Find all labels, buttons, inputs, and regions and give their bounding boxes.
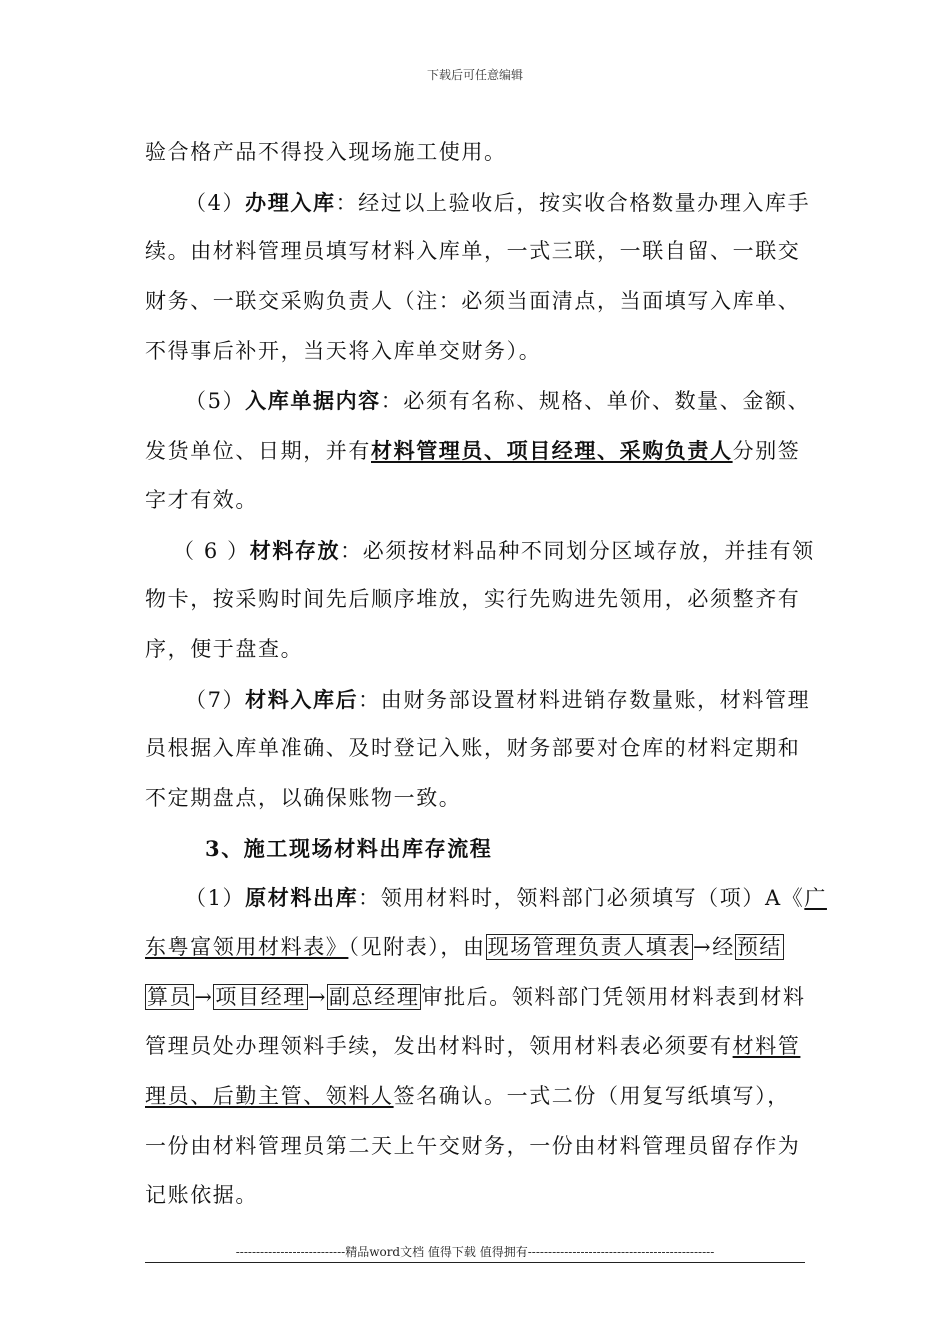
signers-underlined: 材料管: [732, 1034, 801, 1059]
text-line: 财务、一联交采购负责人（注：必须当面清点，当面填写入库单、: [145, 289, 801, 314]
item-prefix: （1）: [185, 886, 246, 911]
arrow-icon: →: [307, 984, 328, 1009]
text-line: 不定期盘点，以确保账物一致。: [145, 785, 462, 810]
text-line: [145, 923, 805, 973]
flow-box-project-manager: 项目经理: [215, 984, 306, 1009]
item-7-line: [145, 675, 811, 725]
text-line: [145, 426, 805, 476]
item-prefix: （ 6 ）: [173, 538, 250, 563]
item-text: ：由财务部设置材料进销存数量账，材料管理: [358, 687, 811, 712]
flow-box-deputy-gm: 副总经理: [329, 984, 420, 1009]
text-segment: 管理员处办理领料手续，发出材料时，领用材料表必须要有: [145, 1034, 733, 1059]
text-line: 记账依据。: [145, 1183, 258, 1208]
item-heading: 原材料出库: [245, 885, 359, 911]
form-name-underlined: 东粤富领用材料表》: [145, 935, 349, 959]
item-text: ：经过以上验收后，按实收合格数量办理入库手: [335, 190, 811, 215]
text-line: 员根据入库单准确、及时登记入账，财务部要对仓库的材料定期和: [145, 736, 801, 761]
item-prefix: （5）: [185, 389, 246, 414]
text-line: 验合格产品不得投入现场施工使用。: [145, 140, 507, 164]
text-segment: 审批后。领料部门凭领用材料表到材料: [421, 984, 806, 1009]
flow-box-site-manager: 现场管理负责人填表: [487, 935, 692, 959]
text-line: [145, 973, 805, 1023]
flow-box-estimator: 预结: [736, 935, 783, 959]
text-line: 字才有效。: [145, 487, 258, 512]
item-6-line: [145, 526, 815, 576]
item-text: ：必须按材料品种不同划分区域存放，并挂有领: [340, 538, 815, 563]
page-header: 下载后可任意编辑: [426, 68, 523, 82]
item-heading: 材料存放: [249, 537, 341, 563]
item-prefix: （7）: [185, 687, 246, 712]
text-segment: 发货单位、日期，并有: [145, 439, 371, 464]
page-footer: ---------------------------精品word文档 值得下载 值得拥有----------------------------------------------: [235, 1245, 715, 1259]
signers-underlined: 理员、后勤主管、领料人: [145, 1084, 394, 1109]
item-prefix: （4）: [185, 190, 246, 215]
text-line: 一份由材料管理员第二天上午交财务，一份由材料管理员留存作为: [145, 1133, 801, 1158]
text-segment: 签名确认。一式二份（用复写纸填写），: [393, 1084, 790, 1109]
document-body: [145, 128, 827, 1221]
section-heading: 3、施工现场材料出库存流程: [205, 835, 493, 861]
text-line: 不得事后补开，当天将入库单交财务）。: [145, 338, 542, 363]
item-text: ：必须有名称、规格、单价、数量、金额、: [380, 389, 811, 414]
text-line: 物卡，按采购时间先后顺序堆放，实行先购进先领用，必须整齐有: [145, 587, 801, 612]
item-5-line: [145, 376, 811, 426]
item-text: ：领用材料时，领料部门必须填写（项）A《: [358, 886, 805, 911]
signers-underlined: 材料管理员、项目经理、采购负责人: [371, 438, 733, 464]
item-heading: 入库单据内容: [245, 388, 381, 414]
item-heading: 办理入库: [245, 189, 336, 215]
text-line: [145, 1072, 805, 1122]
text-segment: （见附表），由: [348, 935, 486, 959]
item-1-line: [145, 873, 827, 923]
form-name-underlined: 广: [804, 886, 827, 911]
footer-rule: [145, 1262, 805, 1263]
text-segment: →经: [693, 935, 735, 959]
text-segment: 分别签: [732, 439, 801, 464]
text-line: 序，便于盘查。: [145, 636, 304, 661]
item-heading: 材料入库后: [245, 686, 359, 712]
flow-box-estimator: 算员: [147, 984, 193, 1009]
item-4-line: [145, 178, 811, 228]
arrow-icon: →: [194, 984, 214, 1009]
text-line: 续。由材料管理员填写材料入库单，一式三联，一联自留、一联交: [145, 239, 801, 264]
text-line: [145, 1022, 805, 1072]
